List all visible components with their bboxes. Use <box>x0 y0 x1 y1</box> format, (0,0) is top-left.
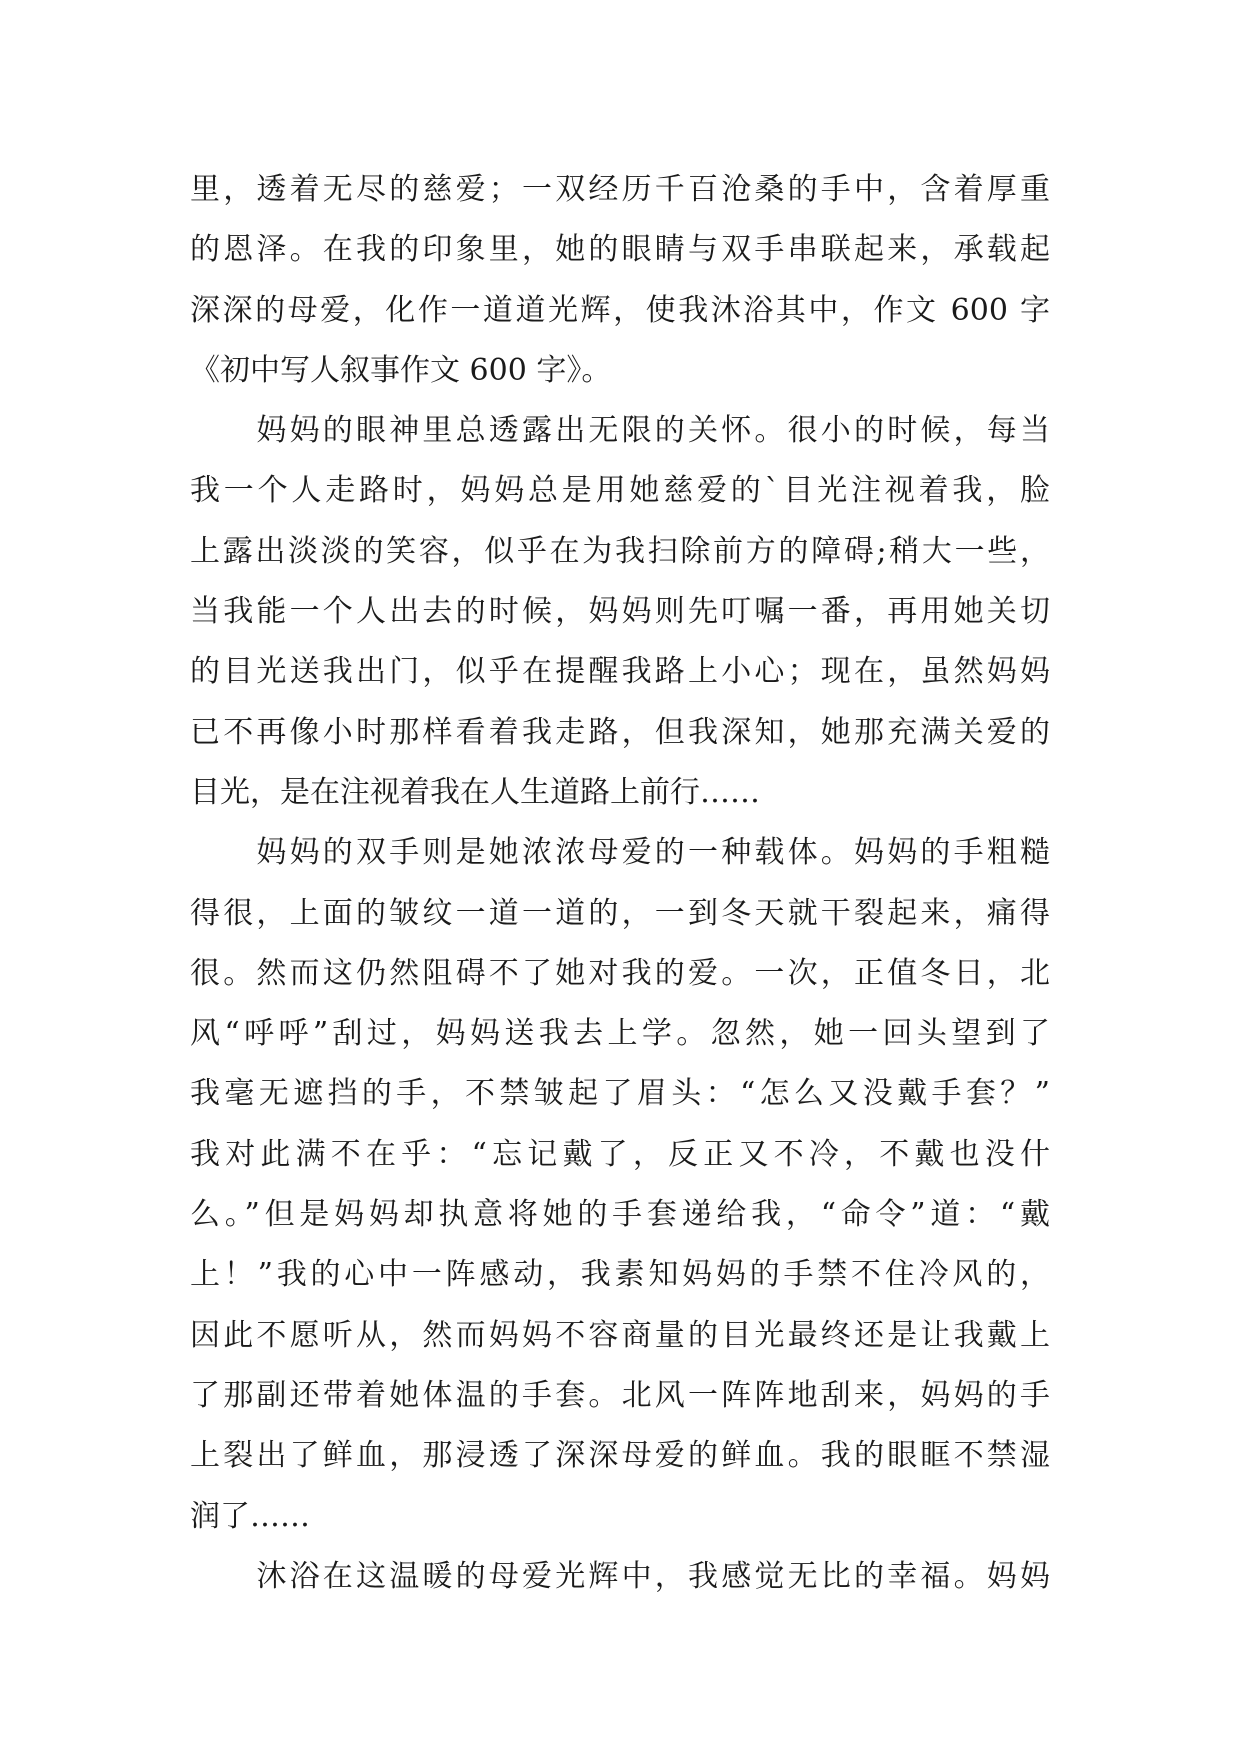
text-line: 已不再像小时那样看着我走路，但我深知，她那充满关爱的 <box>190 714 1050 750</box>
text-line: 因此不愿听从，然而妈妈不容商量的目光最终还是让我戴上 <box>190 1317 1050 1353</box>
text-line: 深深的母爱，化作一道道光辉，使我沐浴其中，作文 600 字 <box>190 292 1050 328</box>
paragraph-1 <box>190 160 1050 401</box>
text-line: 妈妈的双手则是她浓浓母爱的一种载体。妈妈的手粗糙 <box>190 835 1050 871</box>
text-line: 风“呼呼”刮过，妈妈送我去上学。忽然，她一回头望到了 <box>190 1016 1050 1052</box>
text-line: 妈妈的眼神里总透露出无限的关怀。很小的时候，每当 <box>190 413 1050 449</box>
text-line: 很。然而这仍然阻碍不了她对我的爱。一次，正值冬日，北 <box>190 955 1050 991</box>
text-line: 当我能一个人出去的时候，妈妈则先叮嘱一番，再用她关切 <box>190 594 1050 630</box>
paragraph-2 <box>190 401 1050 823</box>
text-line: 上露出淡淡的笑容，似乎在为我扫除前方的障碍;稍大一些， <box>190 533 1050 569</box>
text-line: 了那副还带着她体温的手套。北风一阵阵地刮来，妈妈的手 <box>190 1377 1050 1413</box>
text-line: 么。”但是妈妈却执意将她的手套递给我，“命令”道：“戴 <box>190 1197 1050 1233</box>
paragraph-4 <box>190 1547 1050 1607</box>
essay-body <box>190 160 1050 1607</box>
text-line: 我对此满不在乎：“忘记戴了，反正又不冷，不戴也没什 <box>190 1136 1050 1172</box>
text-line: 我毫无遮挡的手，不禁皱起了眉头：“怎么又没戴手套？” <box>190 1076 1050 1112</box>
text-line: 上裂出了鲜血，那浸透了深深母爱的鲜血。我的眼眶不禁湿 <box>190 1438 1050 1474</box>
text-line: 的恩泽。在我的印象里，她的眼睛与双手串联起来，承载起 <box>190 232 1050 268</box>
text-line: 沐浴在这温暖的母爱光辉中，我感觉无比的幸福。妈妈 <box>190 1558 1050 1594</box>
text-line: 上！”我的心中一阵感动，我素知妈妈的手禁不住冷风的， <box>190 1257 1050 1293</box>
text-line: 目光，是在注视着我在人生道路上前行…… <box>190 774 760 810</box>
text-line: 得很，上面的皱纹一道一道的，一到冬天就干裂起来，痛得 <box>190 895 1050 931</box>
text-line: 《初中写人叙事作文 600 字》。 <box>190 352 612 388</box>
text-line: 我一个人走路时，妈妈总是用她慈爱的`目光注视着我，脸 <box>190 473 1050 509</box>
paragraph-3 <box>190 823 1050 1547</box>
text-line: 里，透着无尽的慈爱；一双经历千百沧桑的手中，含着厚重 <box>190 172 1050 207</box>
text-line: 润了…… <box>190 1498 310 1534</box>
text-line: 的目光送我出门，似乎在提醒我路上小心；现在，虽然妈妈 <box>190 654 1050 690</box>
